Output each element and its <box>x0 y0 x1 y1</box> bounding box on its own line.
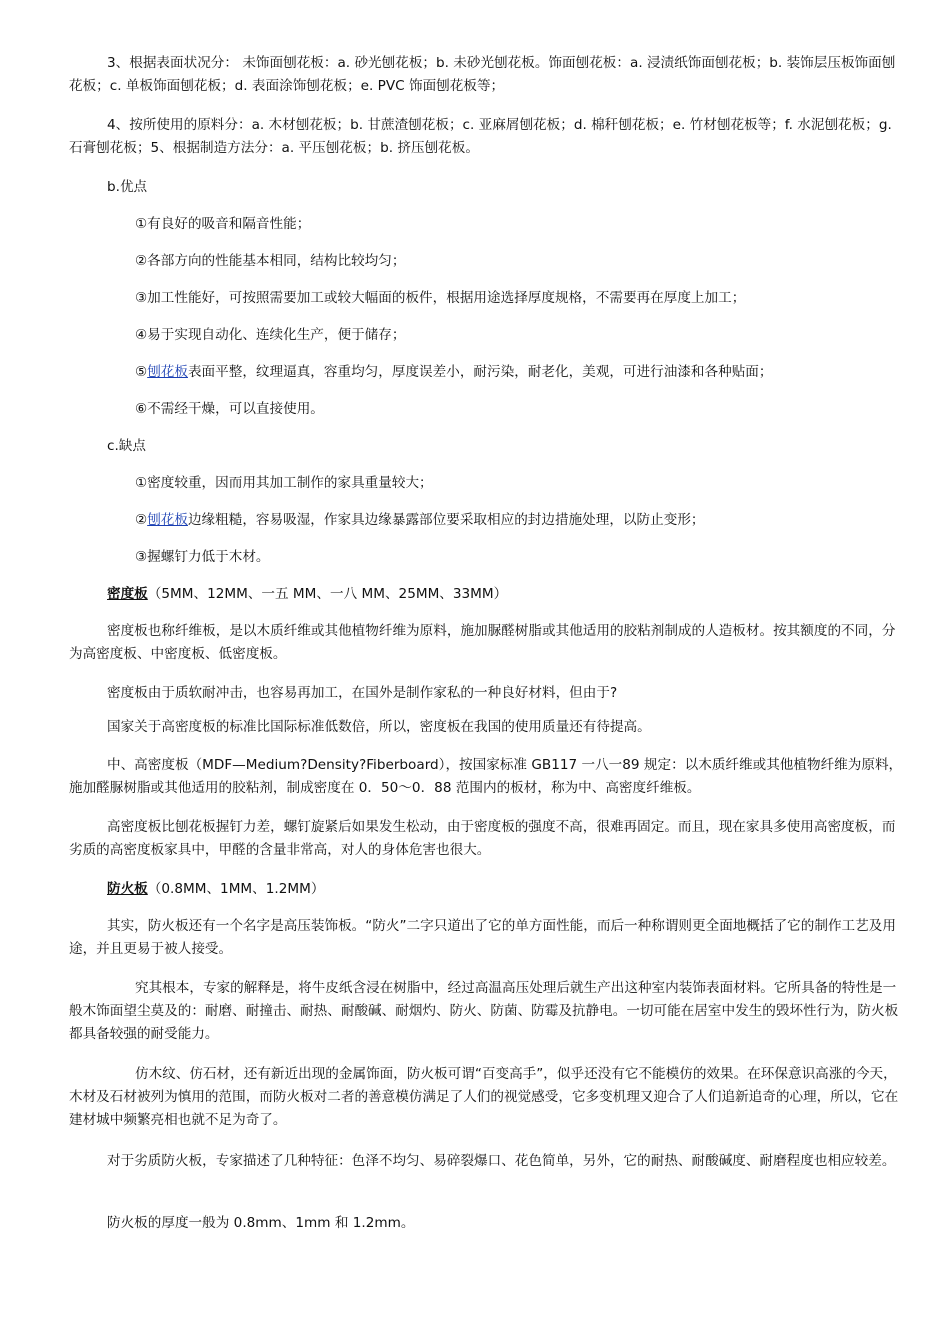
mdf-paragraph-2: 密度板由于质软耐冲击，也容易再加工，在国外是制作家私的一种良好材料，但由于? <box>107 685 618 701</box>
particleboard-link-2[interactable]: 刨花板 <box>147 512 188 528</box>
fireboard-paragraph-1: 其实，防火板还有一个名字是高压装饰板。“防火”二字只道出了它的单方面性能，而后一种称谓则更全面地概括了它的制作工艺及用途，并且更易于被人接受。 <box>69 918 896 957</box>
advantage-item-5-text: 表面平整，纹理逼真，容重均匀，厚度误差小，耐污染，耐老化，美观，可进行油漆和各种贴面； <box>187 364 773 380</box>
fireboard-paragraph-4: 对于劣质防火板，专家描述了几种特征：色泽不均匀、易碎裂爆口、花色简单，另外，它的耐热、耐酸碱度、耐磨程度也相应较差。 <box>107 1153 896 1169</box>
disadvantage-item-3: ③握螺钉力低于木材。 <box>135 549 270 565</box>
advantage-item-2: ②各部方向的性能基本相同，结构比较均匀； <box>135 253 406 269</box>
mdf-paragraph-1: 密度板也称纤维板，是以木质纤维或其他植物纤维为原料，施加脲醛树脂或其他适用的胶粘剂制成的人造板材。按其额度的不同，分为高密度板、中密度板、低密度板。 <box>69 623 896 662</box>
mdf-heading: 密度板 <box>107 586 148 602</box>
paragraph-surface-classification: 3、根据表面状况分： 未饰面刨花板：a. 砂光刨花板；b. 未砂光刨花板。饰面刨花板：a. 浸渍纸饰面刨花板；b. 装饰层压板饰面刨花板；c. 单板饰面刨花板；d. 表面涂饰刨花板；e. PVC 饰面刨花板等； <box>69 55 896 94</box>
mdf-paragraph-4: 中、高密度板（MDF—Medium?Density?Fiberboard），按国家标准 GB117 一八一89 规定：以木质纤维或其他植物纤维为原料，施加醛脲树脂或其他适用的胶粘剂，制成密度在 0．50～0．88 范围内的板材，称为中、高密度纤维板。 <box>69 757 903 796</box>
disadvantage-item-1: ①密度较重，因而用其加工制作的家具重量较大； <box>135 475 433 491</box>
mdf-sizes: （5MM、12MM、一五 MM、一八 MM、25MM、33MM） <box>147 586 508 602</box>
disadvantage-item-2-text: 边缘粗糙，容易吸湿，作家具边缘暴露部位要采取相应的封边措施处理，以防止变形； <box>187 512 705 528</box>
advantage-item-3: ③加工性能好，可按照需要加工或较大幅面的板件，根据用途选择厚度规格，不需要再在厚度上加工； <box>135 290 746 306</box>
advantage-item-4: ④易于实现自动化、连续化生产，便于储存； <box>135 327 406 343</box>
fireboard-sizes: （0.8MM、1MM、1.2MM） <box>147 881 325 897</box>
disadvantages-title: c.缺点 <box>107 438 146 454</box>
advantage-item-5 <box>135 361 773 384</box>
fireboard-paragraph-3: 仿木纹、仿石材，还有新近出现的金属饰面，防火板可谓“百变高手”，似乎还没有它不能模仿的效果。在环保意识高涨的今天，木材及石材被列为慎用的范围，而防火板对二者的善意模仿满足了人们的视觉感受，它多变机理又迎合了人们追新追奇的心理，所以，它在建材城中频繁亮相也就不足为奇了。 <box>69 1066 899 1128</box>
fireboard-heading: 防火板 <box>107 881 148 897</box>
mdf-paragraph-3: 国家关于高密度板的标准比国际标准低数倍，所以，密度板在我国的使用质量还有待提高。 <box>107 719 651 735</box>
disadvantage-item-2-num: ② <box>135 512 148 528</box>
particleboard-link[interactable]: 刨花板 <box>147 364 188 380</box>
fireboard-heading-line <box>107 878 324 901</box>
mdf-heading-line <box>107 583 507 606</box>
fireboard-paragraph-5: 防火板的厚度一般为 0.8mm、1mm 和 1.2mm。 <box>107 1215 415 1231</box>
advantages-title: b.优点 <box>107 179 148 195</box>
mdf-paragraph-5: 高密度板比刨花板握钉力差，螺钉旋紧后如果发生松动，由于密度板的强度不高，很难再固定。而且，现在家具多使用高密度板，而劣质的高密度板家具中，甲醛的含量非常高，对人的身体危害也很大。 <box>69 819 896 858</box>
fireboard-paragraph-2: 究其根本，专家的解释是，将牛皮纸含浸在树脂中，经过高温高压处理后就生产出这种室内装饰表面材料。它所具备的特性是一般木饰面望尘莫及的：耐磨、耐撞击、耐热、耐酸碱、耐烟灼、防火、防菌、防霉及抗静电。一切可能在居室中发生的毁坏性行为，防火板都具备较强的耐受能力。 <box>69 980 899 1042</box>
advantage-item-6: ⑥不需经干燥，可以直接使用。 <box>135 401 324 417</box>
disadvantage-item-2 <box>135 509 705 532</box>
paragraph-material-classification: 4、按所使用的原料分：a. 木材刨花板；b. 甘蔗渣刨花板；c. 亚麻屑刨花板；d. 棉秆刨花板；e. 竹材刨花板等；f. 水泥刨花板；g. 石膏刨花板；5、根据制造方法分：a. 平压刨花板；b. 挤压刨花板。 <box>69 117 892 156</box>
advantage-item-1: ①有良好的吸音和隔音性能； <box>135 216 311 232</box>
advantage-item-5-num: ⑤ <box>135 364 148 380</box>
